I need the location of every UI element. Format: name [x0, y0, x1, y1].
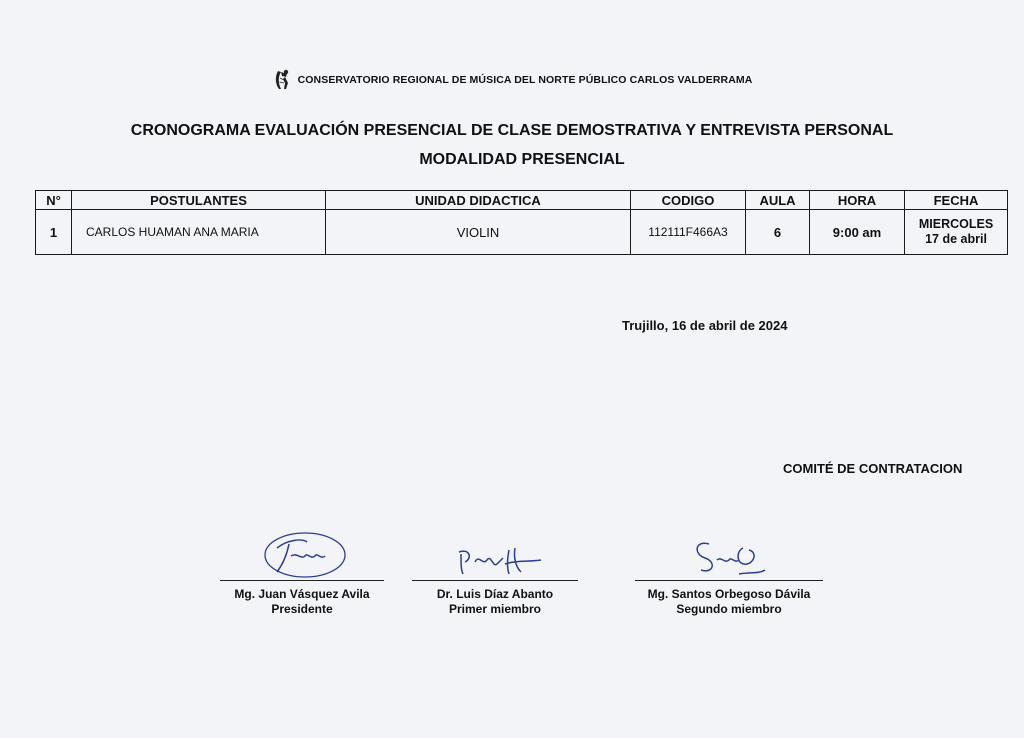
document-header [0, 68, 1024, 92]
signature-block-president [220, 530, 384, 617]
institution-name: CONSERVATORIO REGIONAL DE MÚSICA DEL NORTE PÚBLICO CARLOS VALDERRAMA [297, 74, 753, 86]
column-header-unidad: UNIDAD DIDACTICA [326, 191, 631, 210]
table-row [36, 210, 1008, 255]
committee-label: COMITÉ DE CONTRATACION [783, 461, 963, 476]
signatory-name: Mg. Juan Vásquez Avila [234, 587, 370, 601]
schedule-table [35, 190, 1008, 255]
cell-postulante: CARLOS HUAMAN ANA MARIA [72, 210, 326, 255]
signatory-role: Primer miembro [448, 602, 542, 616]
column-header-fecha: FECHA [905, 191, 1008, 210]
column-header-codigo: CODIGO [631, 191, 746, 210]
column-header-aula: AULA [746, 191, 810, 210]
signature-image [247, 530, 357, 580]
fecha-day: MIERCOLES [918, 217, 994, 231]
table-header-row [36, 191, 1008, 210]
column-header-num: N° [36, 191, 72, 210]
cell-unidad: VIOLIN [326, 210, 631, 255]
harp-musician-icon [272, 68, 292, 92]
cell-hora: 9:00 am [810, 210, 905, 255]
document-title: CRONOGRAMA EVALUACIÓN PRESENCIAL DE CLASE DEMOSTRATIVA Y ENTREVISTA PERSONAL [130, 122, 894, 139]
cell-aula: 6 [746, 210, 810, 255]
fecha-date: 17 de abril [925, 232, 987, 246]
signature-line [635, 580, 823, 581]
cell-fecha [905, 210, 1008, 255]
signature-line [220, 580, 384, 581]
column-header-hora: HORA [810, 191, 905, 210]
signature-block-first-member [412, 530, 578, 617]
signatory-role: Presidente [271, 602, 333, 616]
cell-num: 1 [36, 210, 72, 255]
signature-image [425, 530, 565, 580]
place-date: Trujillo, 16 de abril de 2024 [622, 318, 788, 333]
signatory-name: Dr. Luis Díaz Abanto [436, 587, 554, 601]
column-header-postulantes: POSTULANTES [72, 191, 326, 210]
signature-block-second-member [635, 530, 823, 617]
signatory-name: Mg. Santos Orbegoso Dávila [647, 587, 811, 601]
document-subtitle: MODALIDAD PRESENCIAL [419, 151, 625, 168]
cell-codigo: 112111F466A3 [631, 210, 746, 255]
signatory-role: Segundo miembro [676, 602, 782, 616]
signature-image [669, 530, 789, 580]
signature-line [412, 580, 578, 581]
